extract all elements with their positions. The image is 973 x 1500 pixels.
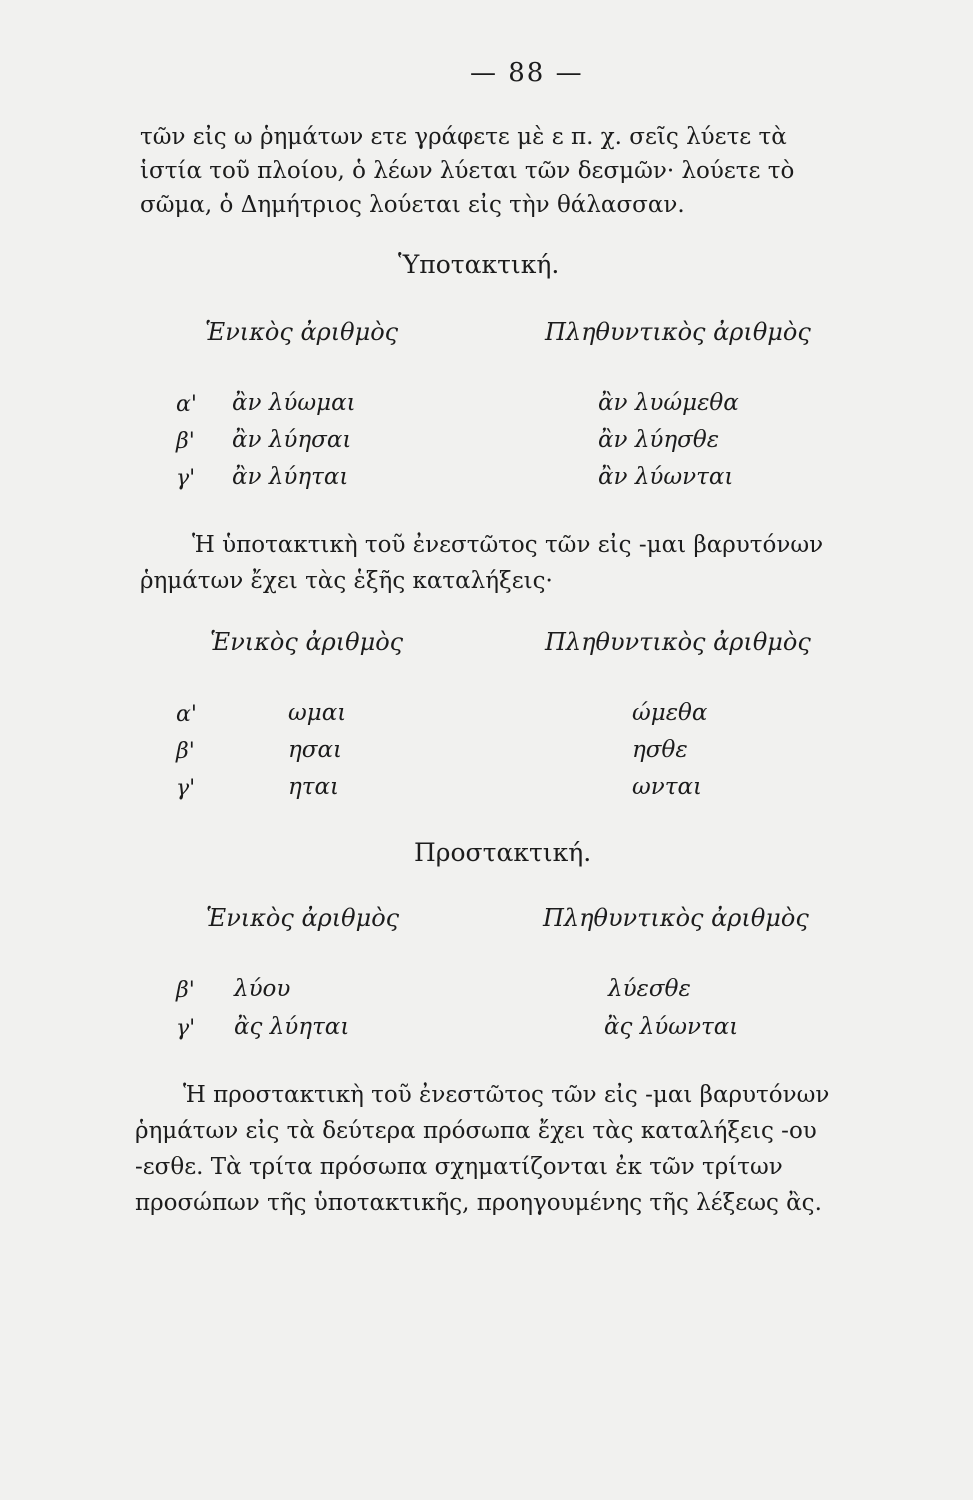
endings-person: γ': [176, 776, 196, 801]
imperative-person: γ': [176, 1016, 196, 1041]
subjunctive-plural-form: ἂν λυώμεθα: [598, 390, 739, 416]
subjunctive-singular-form: ἂν λύηται: [232, 464, 349, 490]
subjunctive-plural-form: ἂν λύωνται: [598, 464, 734, 490]
endings-singular-form: ησαι: [288, 737, 343, 763]
endings-line: Ἡ ὑποτακτικὴ τοῦ ἐνεστῶτος τῶν εἰς -μαι βαρυτόνων: [192, 532, 824, 558]
imperative-plural-form: ἂς λύωνται: [604, 1014, 739, 1040]
intro-line: σῶμα, ὁ Δημήτριος λούεται εἰς τὴν θάλασσαν.: [140, 192, 685, 218]
subjunctive-singular-form: ἂν λύωμαι: [232, 390, 356, 416]
imperative-singular-form: λύου: [234, 976, 291, 1002]
imperative-heading: Προστακτική.: [414, 838, 592, 867]
endings-person: β': [176, 739, 195, 764]
endings-person: α': [176, 702, 197, 727]
closing-line: προσώπων τῆς ὑποτακτικῆς, προηγουμένης τῆς λέξεως ἂς.: [135, 1190, 822, 1216]
endings-line: ῥημάτων ἔχει τὰς ἑξῆς καταλήξεις·: [140, 568, 553, 594]
endings-paragraph: [140, 528, 940, 603]
closing-line: -εσθε. Τὰ τρίτα πρόσωπα σχηματίζονται ἐκ τῶν τρίτων: [135, 1154, 783, 1180]
imperative-singular-header: Ἑνικὸς ἀριθμὸς: [206, 904, 400, 932]
subjunctive-heading: Ὑποτακτική.: [398, 250, 560, 279]
closing-line: ῥημάτων εἰς τὰ δεύτερα πρόσωπα ἔχει τὰς καταλήξεις -ου: [135, 1118, 817, 1144]
endings-singular-form: ωμαι: [288, 700, 347, 726]
intro-paragraph: [140, 120, 940, 230]
subjunctive-person: β': [176, 429, 195, 454]
imperative-plural-header: Πληθυντικὸς ἀριθμὸς: [543, 904, 809, 932]
subjunctive-singular-form: ἂν λύησαι: [232, 427, 352, 453]
subjunctive-singular-header: Ἑνικὸς ἀριθμὸς: [205, 318, 399, 346]
imperative-singular-form: ἂς λύηται: [234, 1014, 350, 1040]
closing-line: Ἡ προστακτικὴ τοῦ ἐνεστῶτος τῶν εἰς -μαι βαρυτόνων: [183, 1082, 830, 1108]
imperative-person: β': [176, 978, 195, 1003]
endings-plural-form: ώμεθα: [632, 700, 708, 726]
subjunctive-plural-form: ἂν λύησθε: [598, 427, 720, 453]
imperative-plural-form: λύεσθε: [608, 976, 691, 1002]
endings-plural-form: ωνται: [632, 774, 703, 800]
page-number: — 88 —: [470, 58, 584, 88]
intro-line: τῶν εἰς ω ῥημάτων ετε γράφετε μὲ ε π. χ. σεῖς λύετε τὰ: [140, 124, 787, 150]
subjunctive-person: α': [176, 392, 197, 417]
subjunctive-plural-header: Πληθυντικὸς ἀριθμὸς: [545, 318, 811, 346]
closing-paragraph: [135, 1078, 945, 1228]
endings-singular-header: Ἑνικὸς ἀριθμὸς: [210, 628, 404, 656]
intro-line: ἱστία τοῦ πλοίου, ὁ λέων λύεται τῶν δεσμῶν· λούετε τὸ: [140, 158, 795, 184]
endings-plural-header: Πληθυντικὸς ἀριθμὸς: [545, 628, 811, 656]
endings-singular-form: ηται: [288, 774, 340, 800]
subjunctive-person: γ': [176, 466, 196, 491]
endings-plural-form: ησθε: [632, 737, 688, 763]
